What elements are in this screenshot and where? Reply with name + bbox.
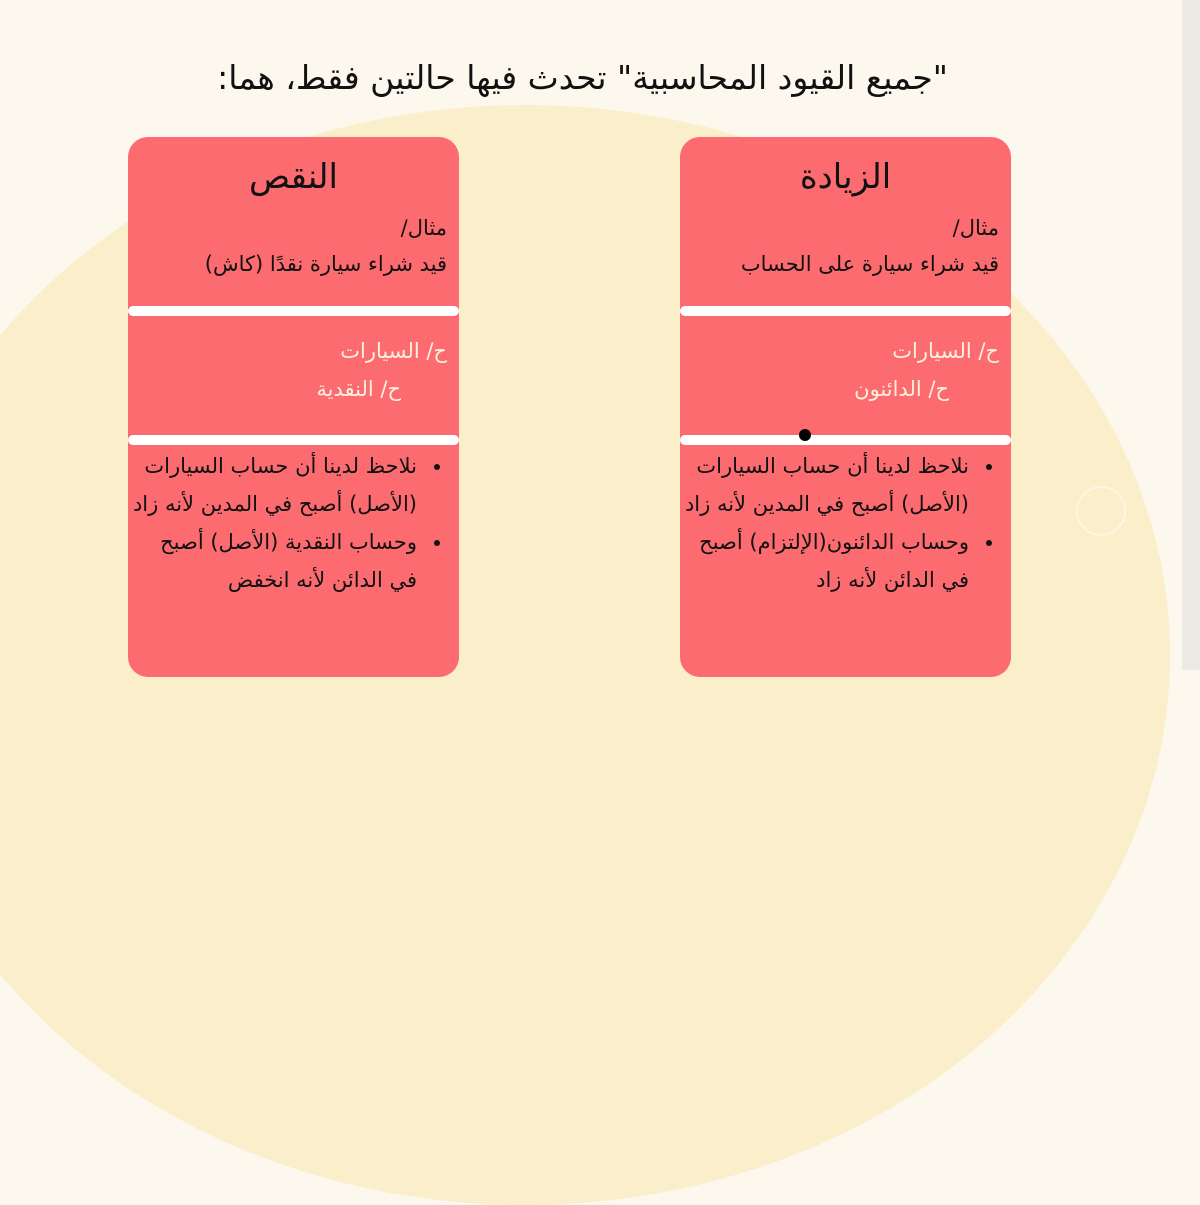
note-item: • وحساب الدائنون(الإلتزام) أصبح في الدائن لأنه زاد [683,523,973,599]
notes-list [683,447,995,599]
example-text: قيد شراء سيارة نقدًا (كاش) [204,252,447,276]
note-item: • نلاحظ لدينا أن حساب السيارات (الأصل) أصبح في المدين لأنه زاد [683,447,973,523]
card-divider [680,306,1011,316]
marker-dot [799,429,811,441]
example-label: مثال/ [400,216,447,240]
slide-heading: "جميع القيود المحاسبية" تحدث فيها حالتين فقط، هما: [217,58,948,97]
card-increase [680,137,1011,677]
example-text: قيد شراء سيارة على الحساب [740,252,999,276]
note-item: • نلاحظ لدينا أن حساب السيارات (الأصل) أصبح في المدين لأنه زاد [131,447,421,523]
card-divider [128,306,459,316]
entry-line-credit: ح/ النقدية [316,377,401,401]
entry-line-credit: ح/ الدائنون [854,377,949,401]
note-item: • وحساب النقدية (الأصل) أصبح في الدائن لأنه انخفض [131,523,421,599]
card-decrease [128,137,459,677]
entry-line-debit: ح/ السيارات [892,339,999,363]
example-label: مثال/ [952,216,999,240]
card-title: الزيادة [799,157,892,197]
card-divider [128,435,459,445]
card-title: النقص [249,157,338,197]
entry-line-debit: ح/ السيارات [340,339,447,363]
decorative-ring [1076,486,1126,536]
card-divider [680,435,1011,445]
right-edge-strip [1182,0,1200,670]
notes-list [131,447,443,599]
